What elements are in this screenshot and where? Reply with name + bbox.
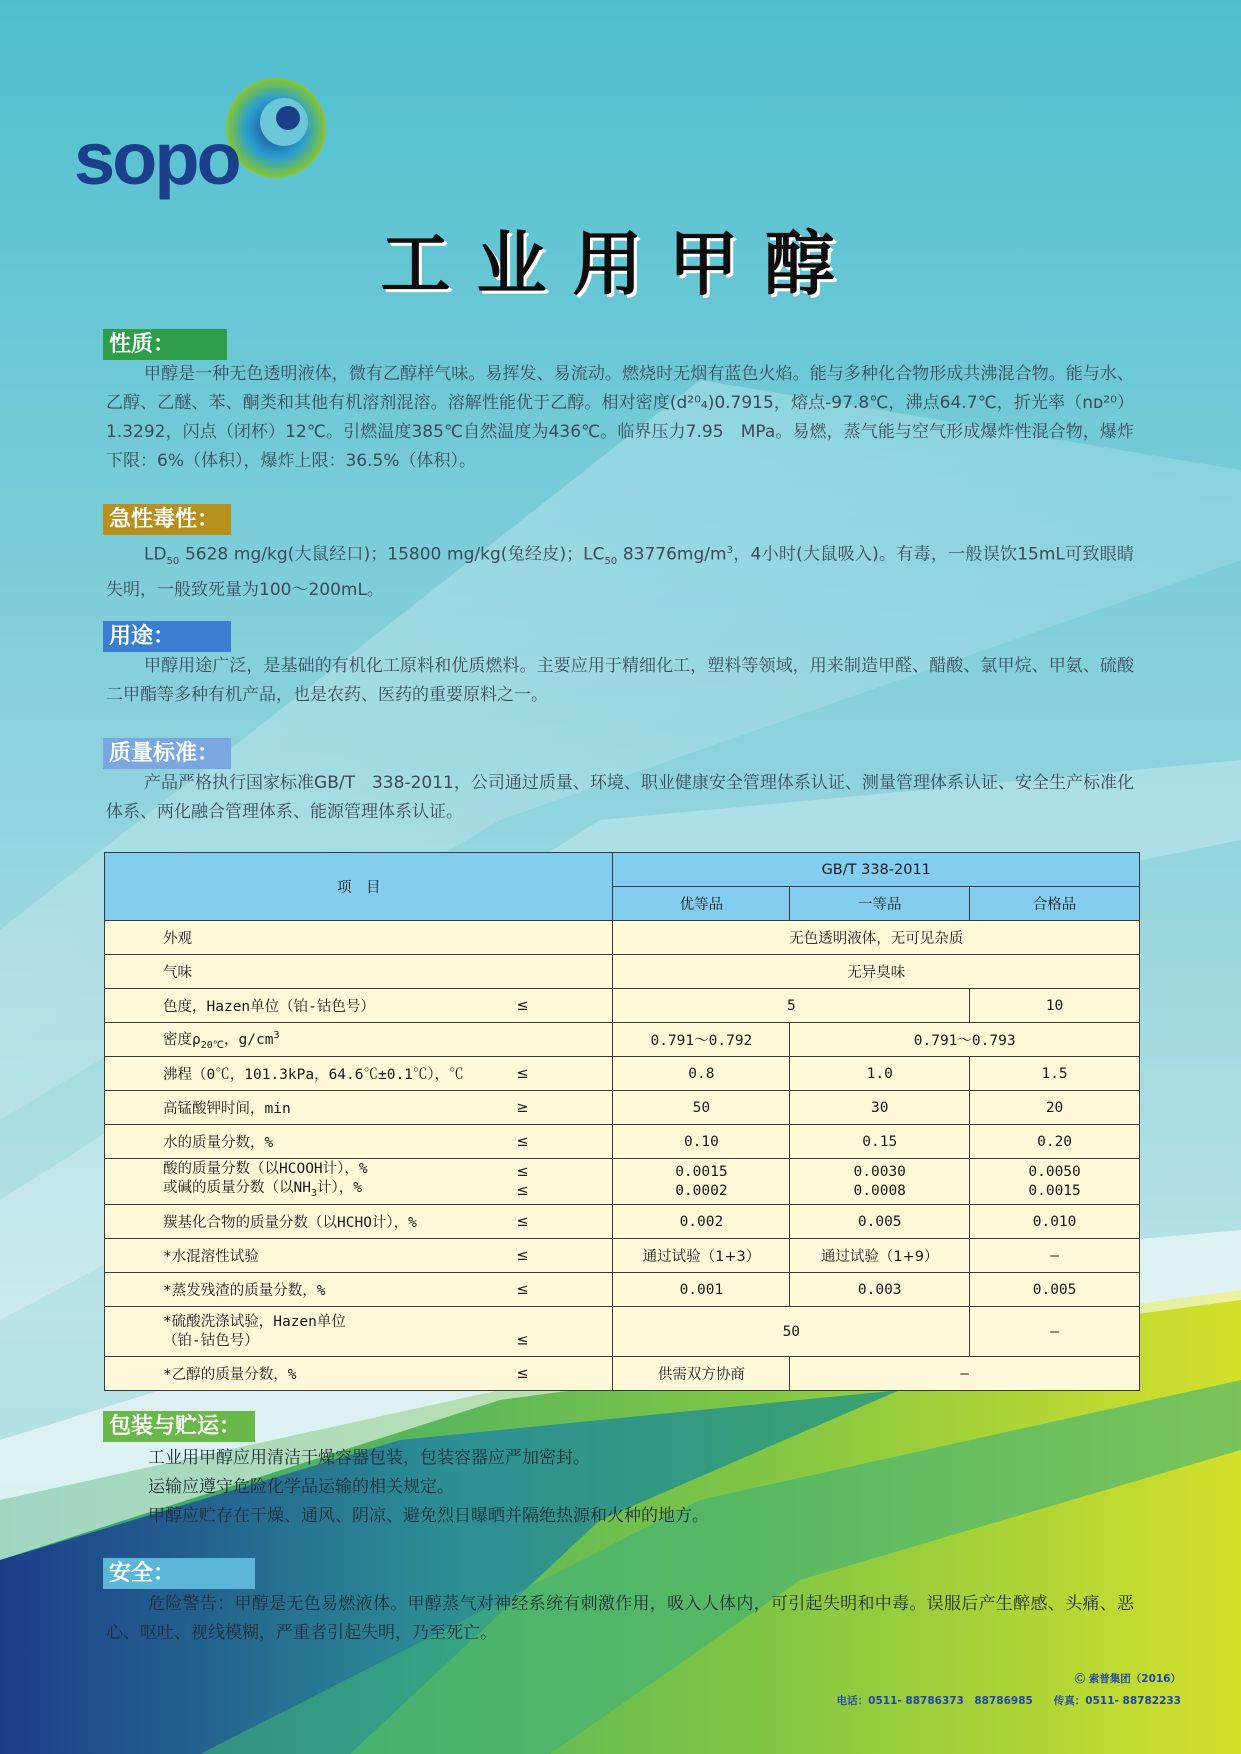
row-value: 10	[970, 989, 1140, 1023]
section-heading-properties: 性质：	[103, 329, 227, 360]
contact-info: 电话：0511- 88786373 88786985 传真：0511- 88782233	[836, 1695, 1181, 1707]
section-heading-usage: 用途：	[103, 621, 231, 652]
header-grade-qualified: 合格品	[970, 887, 1140, 921]
row-label: 密度$\rho_{20℃}$，$g/cm^3$	[105, 1023, 613, 1057]
safety-paragraph: 危险警告：甲醇是无色易燃液体。甲醇蒸气对神经系统有刺激作用，吸入人体内，可引起失明和中毒。误服后产生醉感、头痛、恶心、呕吐、视线模糊，严重者引起失明，乃至死亡。	[106, 1594, 1134, 1643]
table-row	[105, 989, 1140, 1023]
row-value: 0.003	[790, 1273, 970, 1307]
header-grade-first: 一等品	[790, 887, 970, 921]
table-row	[105, 921, 1140, 955]
row-value: 0.0015 0.0002	[613, 1159, 790, 1205]
properties-paragraph: 甲醇是一种无色透明液体，微有乙醇样气味。易挥发、易流动。燃烧时无烟有蓝色火焰。能与多种化合物形成共沸混合物。能与水、乙醇、乙醚、苯、酮类和其他有机溶剂混溶。溶解性能优于乙醇。相对密度(d²⁰₄)0.7915，熔点-97.8℃，沸点64.7℃，折光率（nᴅ²⁰）1.3292，闪点（闭杯）12℃。引燃温度385℃自然温度为436℃。临界压力7.95 MPa。易燃，蒸气能与空气形成爆炸性混合物，爆炸下限：6%（体积），爆炸上限：36.5%（体积）。	[106, 364, 1134, 471]
operator: ≤	[516, 997, 529, 1014]
row-value: 5	[613, 989, 970, 1023]
row-value: 0.791～0.793	[790, 1023, 1140, 1057]
row-value: 0.10	[613, 1125, 790, 1159]
row-label: 水的质量分数，% ≤	[105, 1125, 613, 1159]
row-value: 0.002	[613, 1205, 790, 1239]
toxicity-paragraph: $LD_{50}$ 5628 mg/kg(大鼠经口)；15800 mg/kg(兔经皮)；$LC_{50}$ $83776mg/m^3$，4小时(大鼠吸入)。有毒，一般误饮15mL可致眼睛失明，一般致死量为100～200mL。	[106, 544, 1134, 601]
row-value: —	[790, 1357, 1140, 1391]
row-label: *乙醇的质量分数，% ≤	[105, 1357, 613, 1391]
spec-table	[104, 852, 1140, 1391]
footer	[837, 1668, 1181, 1712]
row-value: 0.001	[613, 1273, 790, 1307]
page-title: 工业用甲醇	[380, 223, 861, 305]
row-value: 0.20	[970, 1125, 1140, 1159]
usage-text	[106, 652, 1134, 710]
table-row	[105, 1091, 1140, 1125]
packaging-text	[106, 1444, 1134, 1531]
row-value: 供需双方协商	[613, 1357, 790, 1391]
row-value: 20	[970, 1091, 1140, 1125]
operator: ≤	[516, 1213, 529, 1230]
packaging-line: 工业用甲醇应用清洁干燥容器包装，包装容器应严加密封。	[148, 1448, 590, 1468]
row-value: 0.0050 0.0015	[970, 1159, 1140, 1205]
table-row	[105, 1307, 1140, 1357]
properties-text	[106, 360, 1134, 476]
row-value: 1.0	[790, 1057, 970, 1091]
table-row	[105, 1357, 1140, 1391]
table-header-row	[105, 853, 1140, 887]
table-row	[105, 1273, 1140, 1307]
toxicity-text	[106, 536, 1134, 605]
header-standard: GB/T 338-2011	[613, 853, 1140, 887]
section-heading-safety: 安全：	[103, 1558, 255, 1589]
row-value: 30	[790, 1091, 970, 1125]
row-label: 气味	[105, 955, 613, 989]
section-heading-packaging: 包装与贮运：	[103, 1411, 255, 1442]
row-value: 通过试验（1+9）	[790, 1239, 970, 1273]
quality-text	[106, 769, 1134, 827]
header-item: 项 目	[105, 853, 613, 921]
row-label: *蒸发残渣的质量分数，% ≤	[105, 1273, 613, 1307]
row-value: 0.010	[970, 1205, 1140, 1239]
table-row	[105, 1159, 1140, 1205]
row-value: 0.005	[970, 1273, 1140, 1307]
row-label: 外观	[105, 921, 613, 955]
header-grade-superior: 优等品	[613, 887, 790, 921]
row-value: 50	[613, 1091, 790, 1125]
operator: ≤	[516, 1281, 529, 1298]
operator: ≤ ≤	[516, 1163, 529, 1199]
safety-text	[106, 1590, 1134, 1648]
row-label: 沸程（0℃，101.3kPa，64.6℃±0.1℃），℃ ≤	[105, 1057, 613, 1091]
row-label: *硫酸洗涤试验，Hazen单位 （铂-钴色号） ≤	[105, 1307, 613, 1357]
row-value: 无异臭味	[613, 955, 1140, 989]
row-value: 0.0030 0.0008	[790, 1159, 970, 1205]
company-logo	[74, 78, 344, 200]
operator: ≤	[516, 1065, 529, 1082]
row-value: 0.005	[790, 1205, 970, 1239]
section-heading-toxicity: 急性毒性：	[103, 504, 231, 535]
row-value: 通过试验（1+3）	[613, 1239, 790, 1273]
row-label: 高锰酸钾时间，min ≥	[105, 1091, 613, 1125]
row-value: 1.5	[970, 1057, 1140, 1091]
row-label: *水混溶性试验 ≤	[105, 1239, 613, 1273]
usage-paragraph: 甲醇用途广泛，是基础的有机化工原料和优质燃料。主要应用于精细化工，塑料等领域，用来制造甲醛、醋酸、氯甲烷、甲氨、硫酸二甲酯等多种有机产品，也是农药、医药的重要原料之一。	[106, 656, 1134, 705]
row-value: 0.8	[613, 1057, 790, 1091]
packaging-line: 甲醇应贮存在干燥、通风、阴凉、避免烈日曝晒并隔绝热源和火种的地方。	[148, 1506, 709, 1526]
section-heading-quality: 质量标准：	[103, 738, 231, 769]
row-label: 羰基化合物的质量分数（以HCHO计），% ≤	[105, 1205, 613, 1239]
row-label: 酸的质量分数（以HCOOH计），% 或碱的质量分数（以$NH_3$计），% ≤ ≤	[105, 1159, 613, 1205]
table-row	[105, 1125, 1140, 1159]
row-value: 0.15	[790, 1125, 970, 1159]
row-value: 无色透明液体，无可见杂质	[613, 921, 1140, 955]
logo-wordmark: sopo	[74, 117, 239, 200]
row-value: —	[970, 1307, 1140, 1357]
operator: ≤	[516, 1133, 529, 1150]
table-row	[105, 1057, 1140, 1091]
operator: ≥	[516, 1099, 529, 1116]
packaging-line: 运输应遵守危险化学品运输的相关规定。	[148, 1477, 454, 1497]
operator: ≤	[516, 1247, 529, 1264]
table-row	[105, 955, 1140, 989]
copyright: Ⓒ 索普集团（2016）	[1074, 1673, 1181, 1685]
quality-paragraph: 产品严格执行国家标准GB/T 338-2011，公司通过质量、环境、职业健康安全管理体系认证、测量管理体系认证、安全生产标准化体系、两化融合管理体系、能源管理体系认证。	[106, 773, 1134, 822]
row-value: —	[970, 1239, 1140, 1273]
row-label: 色度，Hazen单位（铂-钴色号） ≤	[105, 989, 613, 1023]
table-row	[105, 1023, 1140, 1057]
operator: ≤	[516, 1365, 529, 1382]
operator: ≤	[516, 1332, 529, 1349]
row-value: 50	[613, 1307, 970, 1357]
table-row	[105, 1239, 1140, 1273]
row-value: 0.791～0.792	[613, 1023, 790, 1057]
table-row	[105, 1205, 1140, 1239]
